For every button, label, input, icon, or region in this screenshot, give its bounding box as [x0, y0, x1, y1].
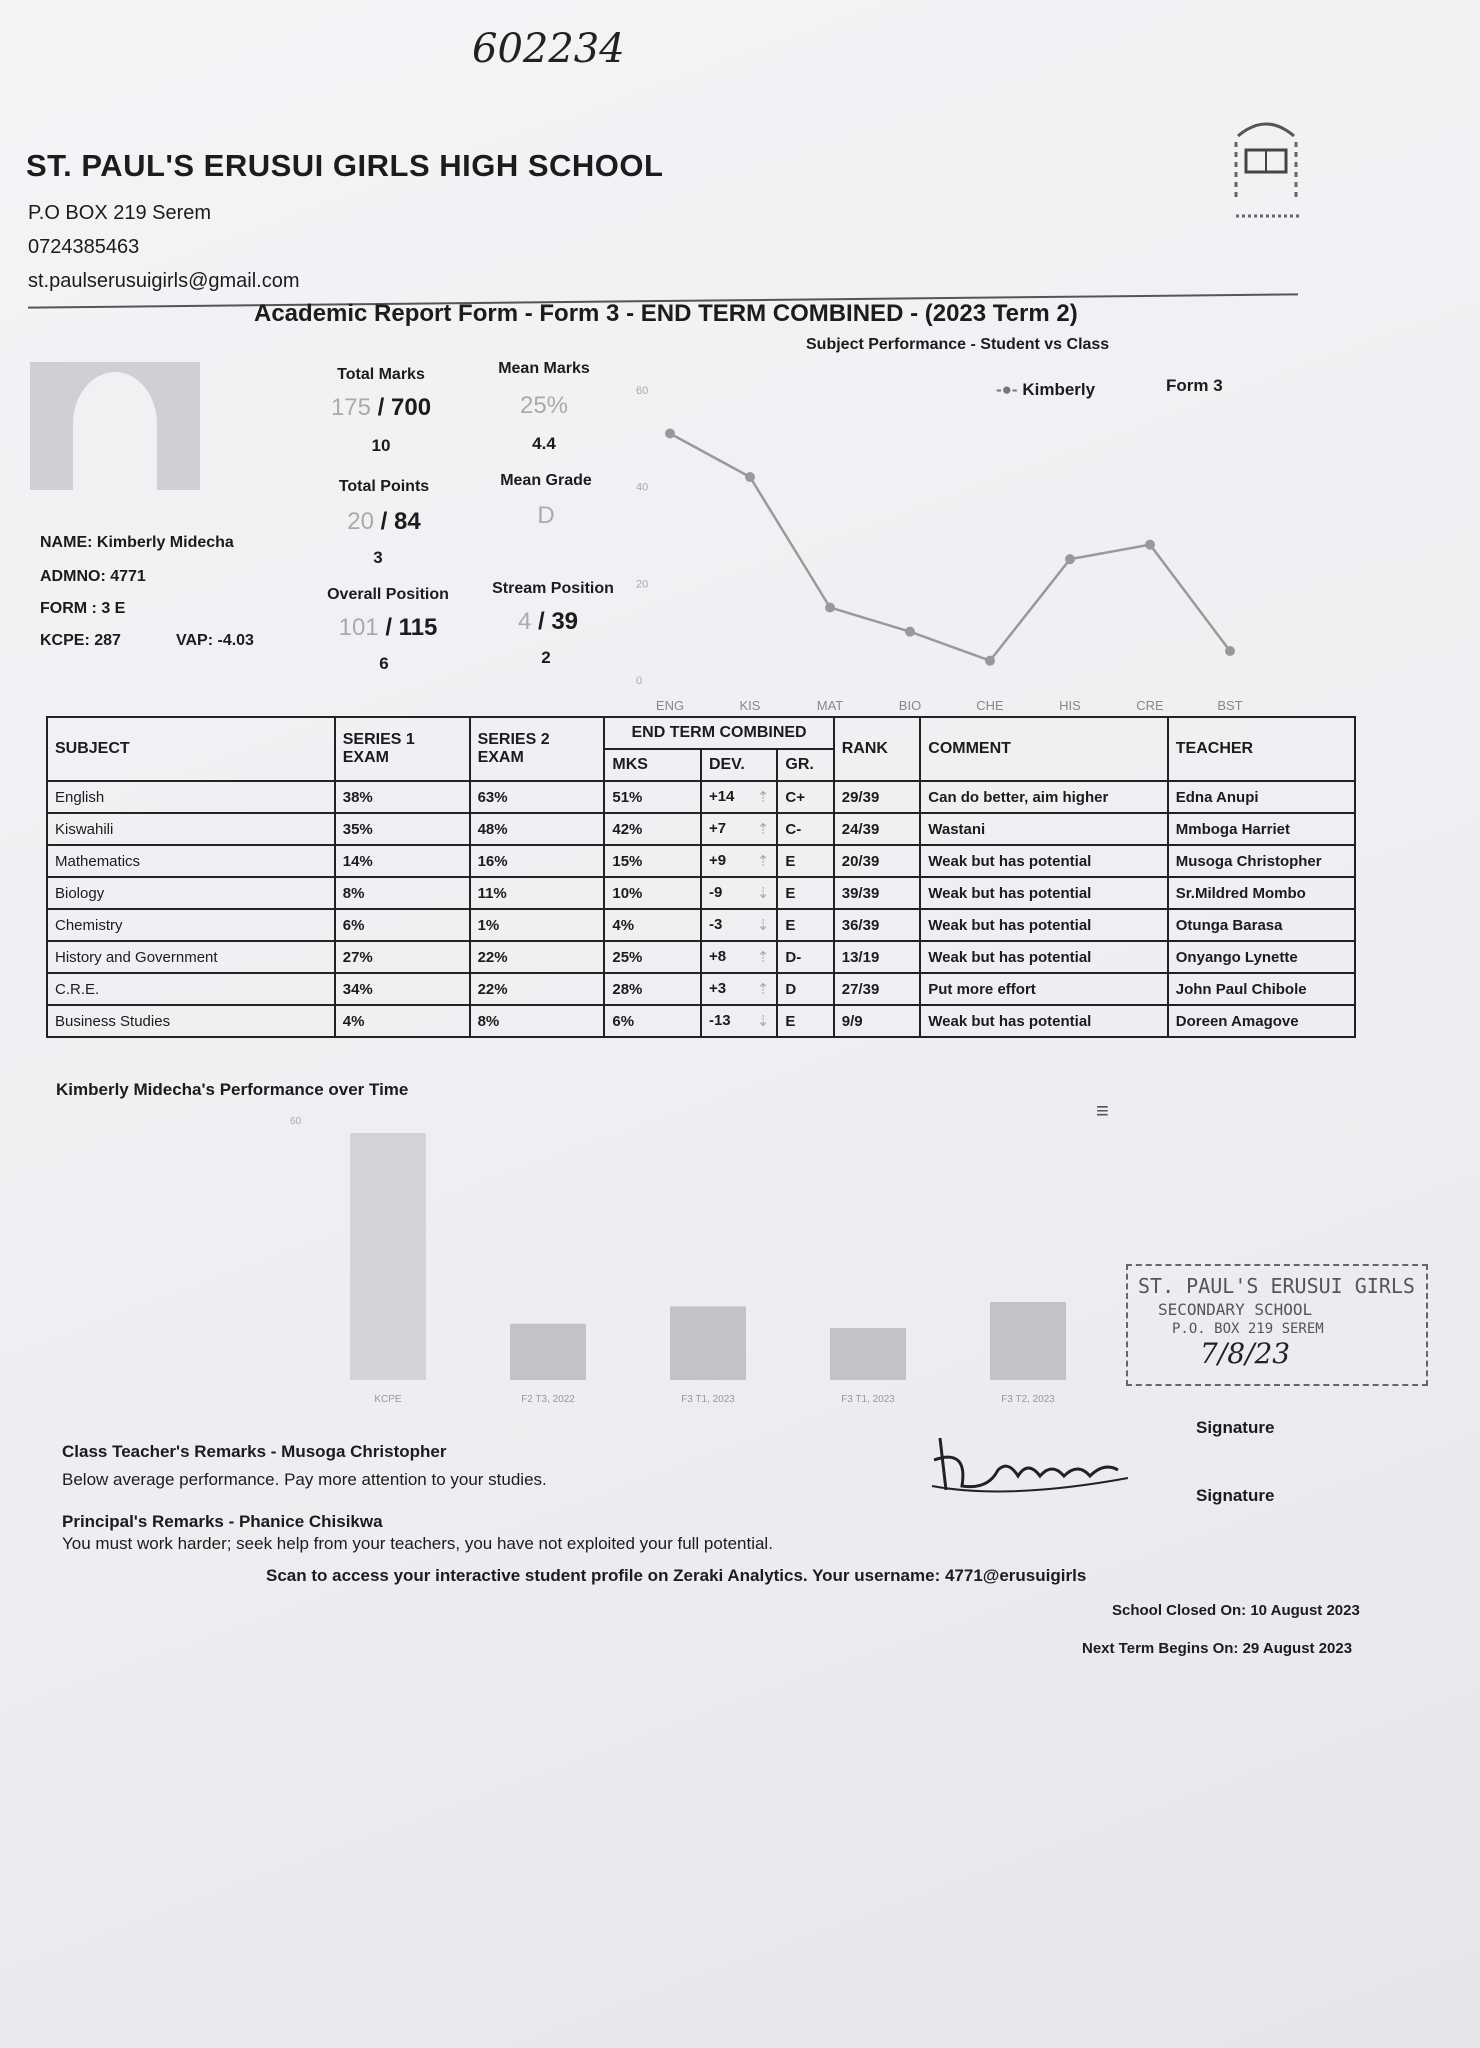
header-subject: SUBJECT [47, 717, 335, 781]
teacher-cell: Mmboga Harriet [1168, 813, 1355, 845]
subject-cell: Business Studies [47, 1005, 335, 1037]
class-teacher-remarks-text: Below average performance. Pay more attention to your studies. [62, 1470, 547, 1489]
table-row [47, 813, 1355, 845]
comment-cell: Weak but has potential [920, 1005, 1168, 1037]
subject-cell: Chemistry [47, 909, 335, 941]
y-tick-label: 0 [636, 675, 643, 687]
header-end-term: END TERM COMBINED [604, 717, 833, 749]
student-admno: ADMNO: 4771 [40, 568, 146, 585]
scan-instructions: Scan to access your interactive student profile on Zeraki Analytics. Your username: 4771@erusuigirls [266, 1566, 1087, 1585]
table-row [47, 973, 1355, 1005]
dev-cell: -9 ⇣ [701, 877, 777, 909]
teacher-cell: Doreen Amagove [1168, 1005, 1355, 1037]
overall-position-sub: 6 [379, 654, 389, 673]
performance-bar [670, 1306, 746, 1380]
performance-over-time-chart [290, 1110, 1110, 1420]
series1-cell: 38% [335, 781, 470, 813]
mks-cell: 15% [604, 845, 701, 877]
school-phone: 0724385463 [28, 236, 140, 258]
mks-cell: 25% [604, 941, 701, 973]
mks-cell: 28% [604, 973, 701, 1005]
x-tick-label: F3 T1, 2023 [681, 1394, 735, 1405]
series1-cell: 14% [335, 845, 470, 877]
stream-position-label: Stream Position [492, 580, 614, 597]
header-mks: MKS [604, 749, 701, 781]
principal-remarks-label: Principal's Remarks - Phanice Chisikwa [62, 1512, 383, 1531]
header-comment: COMMENT [920, 717, 1168, 781]
data-point [1065, 554, 1075, 564]
x-tick-label: BST [1217, 698, 1243, 713]
series2-cell: 22% [470, 941, 605, 973]
school-email: st.paulserusuigirls@gmail.com [28, 270, 300, 292]
x-tick-label: F3 T1, 2023 [841, 1394, 895, 1405]
grade-cell: E [777, 877, 833, 909]
rank-cell: 9/9 [834, 1005, 921, 1037]
mean-grade-label: Mean Grade [500, 472, 592, 489]
series2-cell: 63% [470, 781, 605, 813]
subject-cell: History and Government [47, 941, 335, 973]
avatar-silhouette-icon [30, 362, 200, 490]
table-row [47, 941, 1355, 973]
signature-label-1: Signature [1196, 1418, 1275, 1437]
x-tick-label: MAT [816, 698, 844, 713]
principal-remarks-text: You must work harder; seek help from your teachers, you have not exploited your full potential. [62, 1534, 773, 1553]
data-point [1145, 540, 1155, 550]
performance-bar [510, 1324, 586, 1380]
mks-cell: 51% [604, 781, 701, 813]
arrow-up-icon: ⇡ [756, 789, 770, 806]
grade-cell: D- [777, 941, 833, 973]
arrow-up-icon: ⇡ [756, 949, 770, 966]
student-form: FORM : 3 E [40, 600, 126, 617]
mean-marks-label: Mean Marks [498, 360, 590, 377]
total-points-value: 20 / 84 [347, 508, 421, 535]
arrow-down-icon: ⇣ [756, 885, 770, 902]
total-points-sub: 3 [373, 548, 383, 567]
grade-cell: E [777, 845, 833, 877]
signature-label-2: Signature [1196, 1486, 1275, 1505]
performance-bar [990, 1302, 1066, 1380]
header-series1: SERIES 1 EXAM [335, 717, 470, 781]
school-crest-logo [1228, 112, 1304, 222]
series1-cell: 35% [335, 813, 470, 845]
teacher-cell: Musoga Christopher [1168, 845, 1355, 877]
rank-cell: 13/19 [834, 941, 921, 973]
grade-cell: D [777, 973, 833, 1005]
y-tick-label: 60 [636, 385, 649, 397]
school-address: P.O BOX 219 Serem [28, 202, 212, 224]
comment-cell: Weak but has potential [920, 909, 1168, 941]
mks-cell: 4% [604, 909, 701, 941]
x-tick-label: ENG [655, 698, 685, 713]
comment-cell: Can do better, aim higher [920, 781, 1168, 813]
subject-performance-chart [630, 370, 1250, 720]
table-row [47, 781, 1355, 813]
student-name: NAME: Kimberly Midecha [40, 534, 234, 551]
subject-cell: C.R.E. [47, 973, 335, 1005]
teacher-cell: Sr.Mildred Mombo [1168, 877, 1355, 909]
comment-cell: Wastani [920, 813, 1168, 845]
subject-cell: Mathematics [47, 845, 335, 877]
student-kcpe: KCPE: 287 [40, 632, 121, 649]
performance-bar [830, 1328, 906, 1380]
x-tick-label: CRE [1136, 698, 1164, 713]
subject-cell: Kiswahili [47, 813, 335, 845]
dev-cell: +9 ⇡ [701, 845, 777, 877]
teacher-cell: Edna Anupi [1168, 781, 1355, 813]
table-row [47, 877, 1355, 909]
rank-cell: 36/39 [834, 909, 921, 941]
rank-cell: 29/39 [834, 781, 921, 813]
arrow-up-icon: ⇡ [756, 821, 770, 838]
data-point [985, 656, 995, 666]
x-tick-label: KCPE [374, 1394, 402, 1405]
series1-cell: 27% [335, 941, 470, 973]
arrow-down-icon: ⇣ [756, 1013, 770, 1030]
rank-cell: 27/39 [834, 973, 921, 1005]
series2-cell: 16% [470, 845, 605, 877]
series1-cell: 8% [335, 877, 470, 909]
comment-cell: Put more effort [920, 973, 1168, 1005]
legend-form3: Form 3 [1166, 376, 1223, 395]
rank-cell: 24/39 [834, 813, 921, 845]
header-teacher: TEACHER [1168, 717, 1355, 781]
grade-cell: C- [777, 813, 833, 845]
y-tick-label: 40 [636, 481, 649, 494]
series1-cell: 4% [335, 1005, 470, 1037]
grade-cell: C+ [777, 781, 833, 813]
x-tick-label: KIS [739, 698, 761, 713]
subject-cell: English [47, 781, 335, 813]
subject-chart-title: Subject Performance - Student vs Class [806, 336, 1110, 353]
series2-cell: 48% [470, 813, 605, 845]
teacher-cell: John Paul Chibole [1168, 973, 1355, 1005]
school-name: ST. PAUL'S ERUSUI GIRLS HIGH SCHOOL [26, 148, 664, 183]
student-photo-placeholder [30, 362, 200, 490]
x-tick-label: F3 T2, 2023 [1001, 1394, 1055, 1405]
performance-bar [350, 1133, 426, 1380]
header-dev: DEV. [701, 749, 777, 781]
x-tick-label: F2 T3, 2022 [521, 1394, 575, 1405]
school-stamp: ST. PAUL'S ERUSUI GIRLS SECONDARY SCHOOL P.O. BOX 219 SEREM 7/8/23 [1126, 1264, 1428, 1386]
x-tick-label: HIS [1059, 698, 1081, 713]
data-point [905, 627, 915, 637]
data-point [825, 603, 835, 613]
header-gr: GR. [777, 749, 833, 781]
series2-cell: 1% [470, 909, 605, 941]
teacher-cell: Onyango Lynette [1168, 941, 1355, 973]
report-title: Academic Report Form - Form 3 - END TERM COMBINED - (2023 Term 2) [254, 300, 1078, 327]
next-term-date: Next Term Begins On: 29 August 2023 [1082, 1640, 1353, 1657]
series2-cell: 22% [470, 973, 605, 1005]
legend-kimberly: -●- Kimberly [996, 380, 1096, 399]
series2-cell: 8% [470, 1005, 605, 1037]
total-marks-label: Total Marks [337, 366, 425, 383]
student-vap: VAP: -4.03 [176, 632, 254, 649]
data-point [745, 472, 755, 482]
mks-cell: 6% [604, 1005, 701, 1037]
handwritten-number: 602234 [472, 26, 625, 72]
handwritten-signature [928, 1430, 1138, 1504]
series1-cell: 6% [335, 909, 470, 941]
dev-cell: -13 ⇣ [701, 1005, 777, 1037]
dev-cell: +8 ⇡ [701, 941, 777, 973]
table-row [47, 845, 1355, 877]
table-row [47, 1005, 1355, 1037]
subject-cell: Biology [47, 877, 335, 909]
total-marks-value: 175 / 700 [330, 394, 432, 421]
header-rank: RANK [834, 717, 921, 781]
mean-marks-value: 25% [519, 392, 569, 419]
mean-marks-sub: 4.4 [532, 434, 556, 453]
chart-menu-icon[interactable]: ≡ [1096, 1098, 1109, 1123]
legend-marker-icon: -●- [996, 380, 1018, 399]
comment-cell: Weak but has potential [920, 941, 1168, 973]
stream-position-value: 4 / 39 [517, 608, 579, 635]
marks-table [46, 716, 1356, 1038]
x-tick-label: CHE [976, 698, 1004, 713]
arrow-down-icon: ⇣ [756, 917, 770, 934]
rank-cell: 20/39 [834, 845, 921, 877]
header-series2: SERIES 2 EXAM [470, 717, 605, 781]
dev-cell: +7 ⇡ [701, 813, 777, 845]
arrow-up-icon: ⇡ [756, 853, 770, 870]
total-points-label: Total Points [338, 478, 430, 495]
class-teacher-remarks-label: Class Teacher's Remarks - Musoga Christopher [62, 1442, 447, 1461]
overall-position-value: 101 / 115 [338, 614, 438, 641]
data-point [1225, 646, 1235, 656]
dev-cell: -3 ⇣ [701, 909, 777, 941]
overall-position-label: Overall Position [327, 586, 449, 603]
comment-cell: Weak but has potential [920, 845, 1168, 877]
y-tick-label: 60 [290, 1116, 302, 1127]
dev-cell: +3 ⇡ [701, 973, 777, 1005]
table-row [47, 909, 1355, 941]
y-tick-label: 20 [636, 578, 649, 591]
total-marks-sub: 10 [371, 436, 391, 455]
comment-cell: Weak but has potential [920, 877, 1168, 909]
mks-cell: 10% [604, 877, 701, 909]
dev-cell: +14 ⇡ [701, 781, 777, 813]
mean-grade-value: D [537, 502, 555, 529]
stream-position-sub: 2 [541, 648, 551, 667]
grade-cell: E [777, 1005, 833, 1037]
school-closed-date: School Closed On: 10 August 2023 [1112, 1602, 1360, 1619]
data-point [665, 429, 675, 439]
arrow-up-icon: ⇡ [756, 981, 770, 998]
x-tick-label: BIO [898, 698, 922, 713]
series1-cell: 34% [335, 973, 470, 1005]
mks-cell: 42% [604, 813, 701, 845]
grade-cell: E [777, 909, 833, 941]
teacher-cell: Otunga Barasa [1168, 909, 1355, 941]
rank-cell: 39/39 [834, 877, 921, 909]
series2-cell: 11% [470, 877, 605, 909]
performance-over-time-title: Kimberly Midecha's Performance over Time [56, 1080, 409, 1099]
